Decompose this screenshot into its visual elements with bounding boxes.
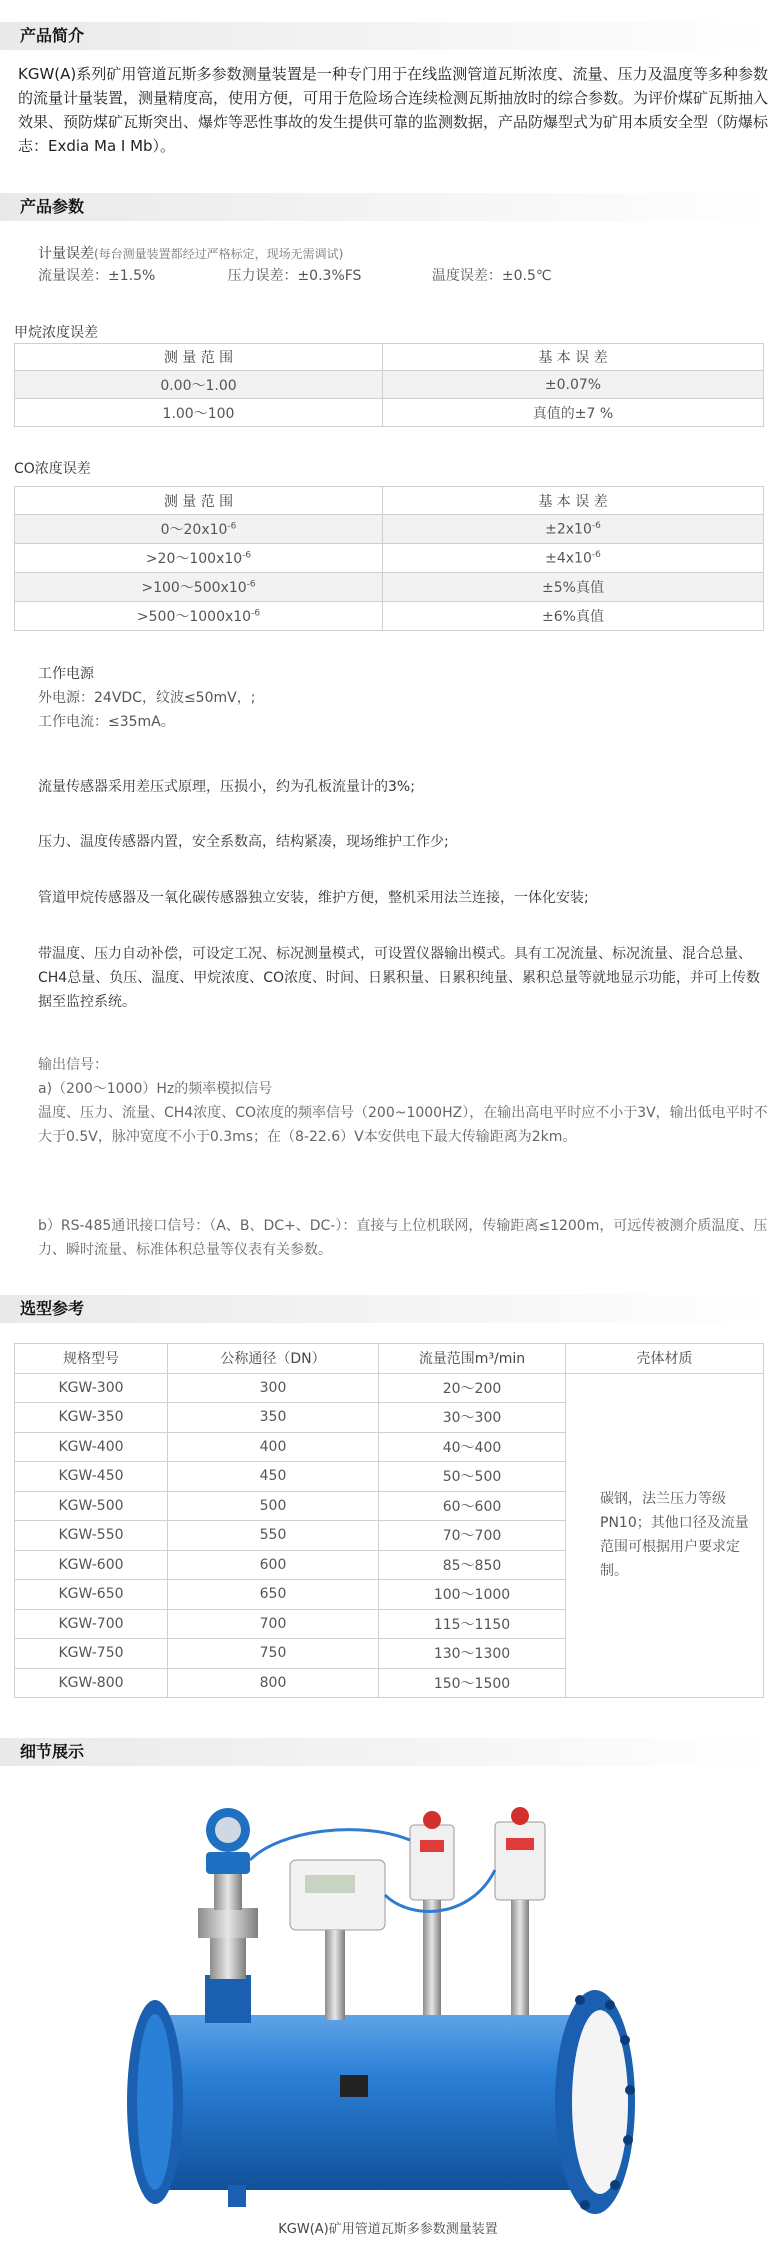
table-row [15, 544, 764, 573]
table-cell: $0\sim 20x10^{-6}$ [15, 515, 383, 544]
methane-sensor [410, 1825, 454, 1900]
photo-caption: KGW(A)矿用管道瓦斯多参数测量装置 [278, 2222, 498, 2237]
nameplate [340, 2075, 368, 2097]
table-cell: KGW-800 [15, 1668, 168, 1698]
table-cell: 450 [168, 1462, 379, 1492]
flow-error: 流量误差：±1.5% [38, 268, 156, 284]
metering-error-label: 计量误差 [38, 246, 94, 262]
feature-flow-sensor: 流量传感器采用差压式原理，压损小，约为孔板流量计的3%; [38, 779, 415, 795]
table-cell: ±5%真值 [383, 573, 764, 602]
co-header-error: 基 本 误 差 [383, 487, 764, 515]
table-cell: 150～1500 [379, 1668, 566, 1698]
table-row [15, 515, 764, 544]
gas-meter-illustration [110, 1800, 670, 2220]
table-cell: 85～850 [379, 1550, 566, 1580]
table-cell: 115～1150 [379, 1609, 566, 1639]
co-alarm-light [511, 1807, 529, 1825]
selection-section-title: 选型参考 [0, 1295, 776, 1323]
methane-error-table [14, 343, 764, 427]
metering-error-note: (每台测量装置都经过严格标定，现场无需调试) [94, 247, 344, 261]
table-cell: 600 [168, 1550, 379, 1580]
table-cell: 60～600 [379, 1491, 566, 1521]
pipe-body [150, 2015, 590, 2190]
params-section-title: 产品参数 [0, 193, 776, 221]
table-cell: 800 [168, 1668, 379, 1698]
methane-header-error: 基 本 误 差 [383, 344, 764, 371]
table-cell: ±0.07% [383, 371, 764, 399]
table-cell: $\pm 4x10^{-6}$ [383, 544, 764, 573]
material-cell: 碳钢，法兰压力等级PN10；其他口径及流量范围可根据用户要求定制。 [566, 1373, 764, 1698]
table-row [15, 371, 764, 399]
output-b-text: b）RS-485通讯接口信号：（A、B、DC+、DC-）：直接与上位机联网，传输距离≤1200m，可远传被测介质温度、压力、瞬时流量、标准体积总量等仪表有关参数。 [38, 1218, 768, 1258]
sel-header-dn: 公称通径（DN） [168, 1344, 379, 1374]
output-block [38, 1053, 768, 1149]
table-cell: 750 [168, 1639, 379, 1669]
co-error-table [14, 486, 764, 631]
table-cell: 1.00～100 [15, 399, 383, 427]
table-cell: 500 [168, 1491, 379, 1521]
co-sensor [495, 1822, 545, 1900]
pressure-error: 压力误差：±0.3%FS [227, 268, 362, 284]
output-label: 输出信号： [38, 1057, 108, 1073]
table-cell: KGW-550 [15, 1521, 168, 1551]
feature-compensation: 带温度、压力自动补偿，可设定工况、标况测量模式，可设置仪器输出模式。具有工况流量、标况流量、混合总量、CH4总量、负压、温度、甲烷浓度、CO浓度、时间、日累积量、日累积纯量、累积总量等就地显示功能，并可上传数据至监控系统。 [38, 946, 761, 1010]
co-header-range: 测 量 范 围 [15, 487, 383, 515]
power-external: 外电源：24VDC，纹波≤50mV，; [38, 690, 256, 706]
table-cell: KGW-500 [15, 1491, 168, 1521]
table-cell: 100～1000 [379, 1580, 566, 1610]
table-row [15, 573, 764, 602]
intro-section-title: 产品简介 [0, 22, 776, 50]
table-cell: 40～400 [379, 1432, 566, 1462]
table-cell: 700 [168, 1609, 379, 1639]
table-cell: KGW-750 [15, 1639, 168, 1669]
pipe-liner [572, 2010, 628, 2194]
table-cell: KGW-450 [15, 1462, 168, 1492]
temperature-error: 温度误差：±0.5℃ [431, 268, 552, 284]
sel-header-model: 规格型号 [15, 1344, 168, 1374]
sel-header-flow: 流量范围m³/min [379, 1344, 566, 1374]
power-label: 工作电源 [38, 666, 94, 682]
table-cell: KGW-350 [15, 1403, 168, 1433]
intro-text: KGW(A)系列矿用管道瓦斯多参数测量装置是一种专门用于在线监测管道瓦斯浓度、流量、压力及温度等多种参数的流量计量装置，测量精度高，使用方便，可用于危险场合连续检测瓦斯抽放时的综合参数。为评价煤矿瓦斯抽入效果、预防煤矿瓦斯突出、爆炸等恶性事故的发生提供可靠的监测数据，产品防爆型式为矿用本质安全型（防爆标志：Exdia Ma I Mb）。 [18, 65, 769, 155]
table-cell: KGW-600 [15, 1550, 168, 1580]
sel-header-material: 壳体材质 [566, 1344, 764, 1374]
feature-installation: 管道甲烷传感器及一氧化碳传感器独立安装，维护方便，整机采用法兰连接，一体化安装; [38, 890, 589, 906]
table-cell: 真值的±7 % [383, 399, 764, 427]
output-a-title: a)（200～1000）Hz的频率模拟信号 [38, 1081, 273, 1097]
table-cell: 650 [168, 1580, 379, 1610]
table-cell: KGW-400 [15, 1432, 168, 1462]
table-cell: 400 [168, 1432, 379, 1462]
methane-alarm-light [423, 1811, 441, 1829]
methane-header-range: 测 量 范 围 [15, 344, 383, 371]
power-current: 工作电流：≤35mA。 [38, 714, 175, 730]
table-cell: ±6%真值 [383, 602, 764, 631]
table-cell: 130～1300 [379, 1639, 566, 1669]
table-cell: 70～700 [379, 1521, 566, 1551]
device-photo [110, 1800, 670, 2220]
details-section-title: 细节展示 [0, 1738, 776, 1766]
table-cell: 300 [168, 1373, 379, 1403]
table-cell: 350 [168, 1403, 379, 1433]
co-table-label: CO浓度误差 [14, 461, 91, 477]
selection-table [14, 1343, 764, 1698]
table-cell: KGW-300 [15, 1373, 168, 1403]
power-block [38, 662, 758, 734]
feature-pressure-temp: 压力、温度传感器内置，安全系数高，结构紧凑，现场维护工作少; [38, 834, 449, 850]
table-cell: 20～200 [379, 1373, 566, 1403]
flow-computer [290, 1860, 385, 1930]
table-cell: $>500\sim 1000x10^{-6}$ [15, 602, 383, 631]
table-cell: KGW-650 [15, 1580, 168, 1610]
metering-error-block [38, 243, 758, 287]
pressure-transmitter [206, 1852, 250, 1874]
table-cell: 30～300 [379, 1403, 566, 1433]
table-row [15, 1373, 764, 1403]
table-row [15, 602, 764, 631]
table-cell: 0.00～1.00 [15, 371, 383, 399]
methane-table-label: 甲烷浓度误差 [14, 325, 98, 341]
table-cell: $\pm 2x10^{-6}$ [383, 515, 764, 544]
table-cell: 550 [168, 1521, 379, 1551]
table-cell: $>100\sim 500x10^{-6}$ [15, 573, 383, 602]
table-cell: 50～500 [379, 1462, 566, 1492]
output-a-text: 温度、压力、流量、CH4浓度、CO浓度的频率信号（200~1000HZ），在输出高电平时应不小于3V，输出低电平时不大于0.5V，脉冲宽度不小于0.3ms；在（8-22.6）V本安供电下最大传输距离为2km。 [38, 1105, 768, 1145]
table-cell: KGW-700 [15, 1609, 168, 1639]
table-cell: $>20\sim 100x10^{-6}$ [15, 544, 383, 573]
table-row [15, 399, 764, 427]
